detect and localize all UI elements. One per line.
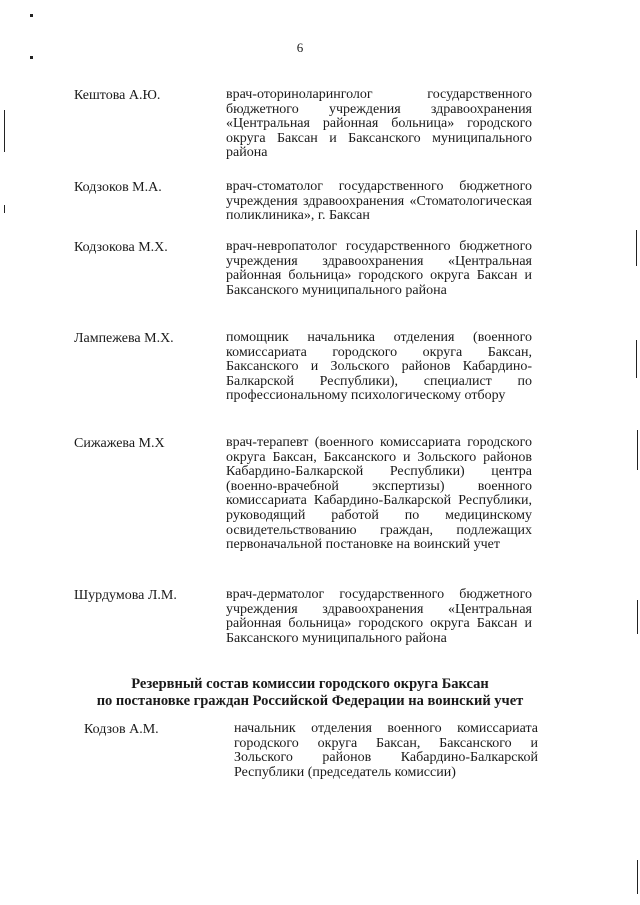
member-name: Кештова А.Ю. [74,88,161,103]
member-name: Сижажева М.Х [74,436,165,451]
section-title-line: Резервный состав комиссии городского округа Баксан [131,676,489,692]
scan-edge-mark [4,205,5,213]
scan-edge-mark [637,600,638,634]
member-role: врач-оториноларинголог государственного бюджетного учреждения здравоохранения «Центральная районная больница» городского округа Баксан и Баксанского муниципального района [226,87,532,161]
member-name: Кодзов А.М. [84,722,159,737]
page-number: 6 [296,40,304,55]
member-role: врач-дерматолог государственного бюджетного учреждения здравоохранения «Центральная районная больница» городского округа Баксан и Баксанского муниципального района [226,587,532,646]
scan-edge-mark [637,860,638,894]
scan-dot [30,14,33,17]
member-name: Кодзокова М.Х. [74,240,168,255]
scan-edge-mark [636,230,637,266]
member-name: Кодзоков М.А. [74,180,162,195]
member-name: Лампежева М.Х. [74,331,174,346]
scan-edge-mark [636,340,637,378]
scan-edge-mark [4,110,5,152]
section-title-line: по постановке граждан Российской Федерации на воинский учет [96,693,524,709]
member-role: врач-стоматолог государственного бюджетного учреждения здравоохранения «Стоматологическая поликлиника», г. Баксан [226,179,532,224]
member-role: врач-терапевт (военного комиссариата городского округа Баксан, Баксанского и Зольского районов Кабардино-Балкарской Республики) центра (военно-врачебной экспертизы) военного комиссариата Кабардино-Балкарской Республики, руководящий работой по медицинскому освидетельствованию граждан, подлежащих первоначальной постановке на воинский учет [226,435,532,553]
member-name: Шурдумова Л.М. [74,588,177,603]
scan-dot [30,56,33,59]
member-role: помощник начальника отделения (военного комиссариата городского округа Баксан, Баксанского и Зольского районов Кабардино-Балкарской Республики), специалист по профессиональному психологическому отбору [226,330,532,404]
member-role: начальник отделения военного комиссариата городского округа Баксан, Баксанского и Зольского районов Кабардино-Балкарской Республики (председатель комиссии) [234,721,538,780]
scan-edge-mark [637,430,638,470]
member-role: врач-невропатолог государственного бюджетного учреждения здравоохранения «Центральная районная больница» городского округа Баксан и Баксанского муниципального района [226,239,532,298]
reserve-section-title [0,676,620,710]
